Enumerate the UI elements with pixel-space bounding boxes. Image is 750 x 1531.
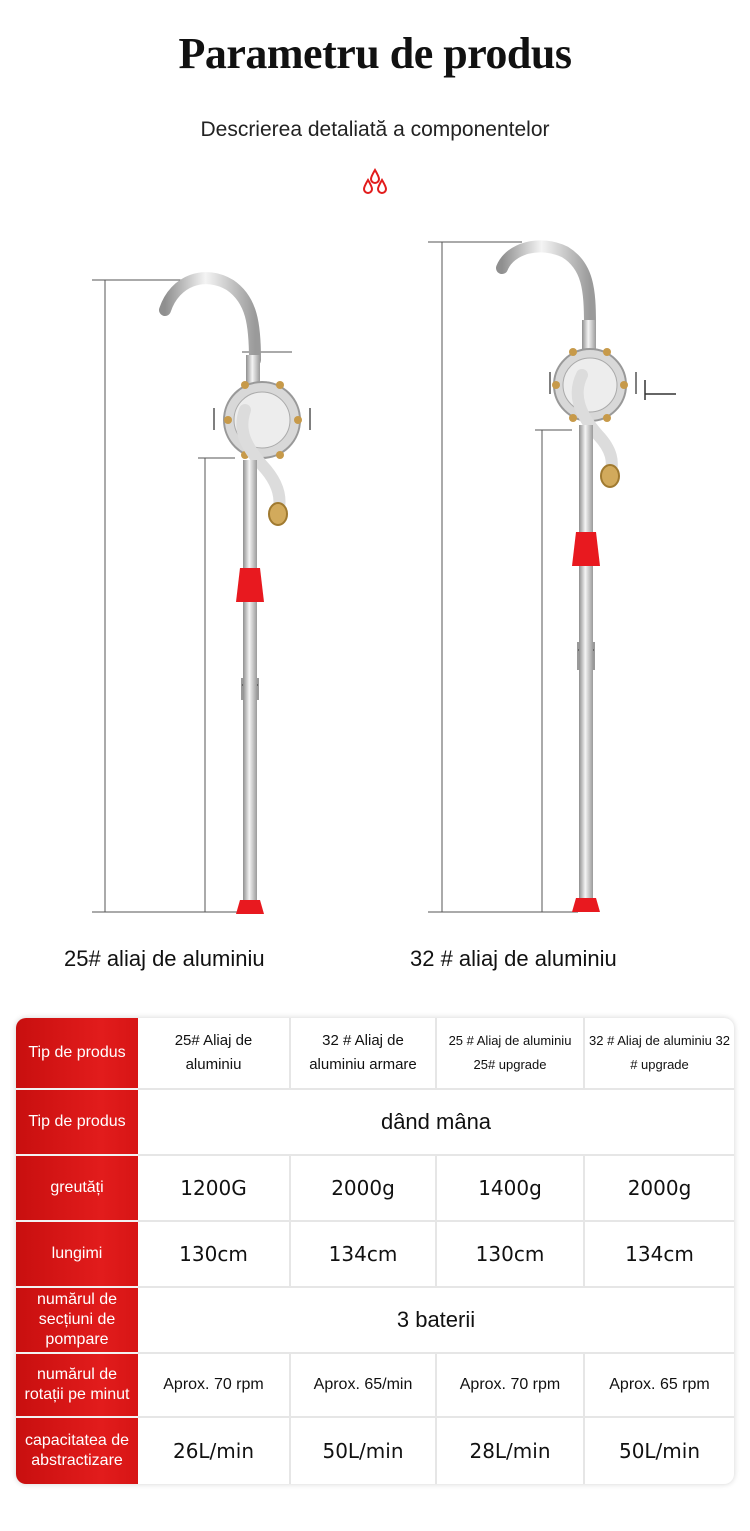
weight-25: 1200G: [138, 1156, 291, 1222]
water-drops-icon: [360, 168, 390, 196]
rpm-32-upgrade: Aprox. 65 rpm: [585, 1354, 734, 1418]
length-32: 134cm: [291, 1222, 437, 1288]
row-label-pump-sections: numărul de secțiuni de pompare: [16, 1288, 138, 1354]
rpm-25: Aprox. 70 rpm: [138, 1354, 291, 1418]
page-title: Parametru de produs: [178, 29, 572, 78]
page-subtitle: Descrierea detaliată a componentelor: [200, 118, 550, 141]
pump-32-image: [428, 242, 676, 912]
product-type-32: 32 # Aliaj de aluminiu armare: [291, 1018, 437, 1090]
caption-25: 25# aliaj de aluminiu: [64, 946, 265, 971]
capacity-25-upgrade: 28L/min: [437, 1418, 585, 1484]
length-32-upgrade: 134cm: [585, 1222, 734, 1288]
capacity-25: 26L/min: [138, 1418, 291, 1484]
spec-table: [16, 1018, 734, 1484]
capacity-32-upgrade: 50L/min: [618, 1439, 701, 1463]
length-25-upgrade: 130cm: [437, 1222, 585, 1288]
pump-illustration: [0, 230, 750, 930]
row-label-capacity: capacitatea de abstractizare: [16, 1418, 138, 1484]
row-label-product-type-2: Tip de produs: [16, 1090, 138, 1156]
product-type-32-upgrade: 32 # Aliaj de aluminiu 32 # upgrade: [585, 1018, 734, 1090]
row-label-weight: greutăți: [16, 1156, 138, 1222]
row-label-length: lungimi: [16, 1222, 138, 1288]
caption-32: 32 # aliaj de aluminiu: [410, 946, 617, 971]
row-label-rpm: numărul de rotații pe minut: [16, 1354, 138, 1418]
pump-25-image: [92, 278, 310, 914]
rpm-32: Aprox. 65/min: [291, 1354, 437, 1418]
weight-32: 2000g: [291, 1156, 437, 1222]
product-type-25-upgrade: 25 # Aliaj de aluminiu 25# upgrade: [437, 1018, 585, 1090]
operation-merged: dând mâna: [138, 1090, 734, 1156]
capacity-32: 50L/min: [291, 1418, 437, 1484]
pump-sections-merged: 3 baterii: [138, 1288, 734, 1354]
row-label-product-type: Tip de produs: [16, 1018, 138, 1090]
product-type-25: 25# Aliaj de aluminiu: [138, 1018, 291, 1090]
length-25: 130cm: [138, 1222, 291, 1288]
rpm-25-upgrade: Aprox. 70 rpm: [437, 1354, 585, 1418]
weight-32-upgrade: 2000g: [585, 1156, 734, 1222]
weight-25-upgrade: 1400g: [437, 1156, 585, 1222]
